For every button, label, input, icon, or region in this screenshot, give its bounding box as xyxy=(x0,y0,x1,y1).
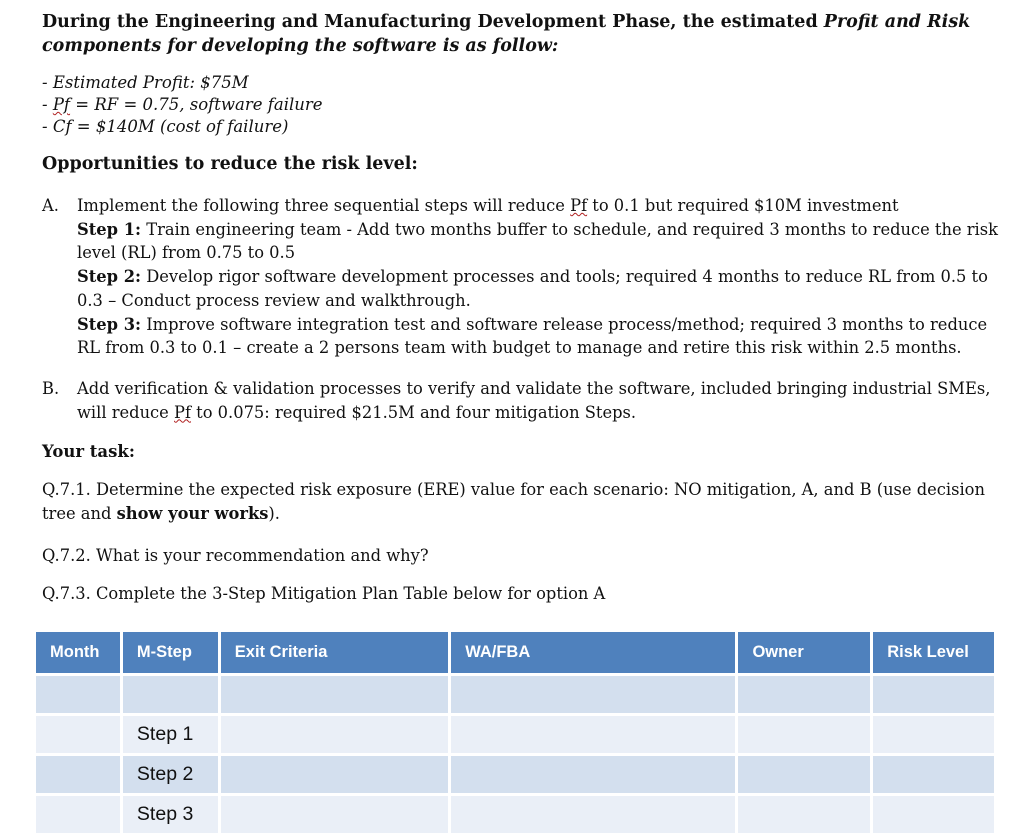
question-7-3: Q.7.3. Complete the 3-Step Mitigation Plan Table below for option A xyxy=(42,584,606,604)
header-risk-level: Risk Level xyxy=(873,632,994,676)
step-1-cell[interactable]: Step 1 xyxy=(123,716,218,756)
option-a-intro: Implement the following three sequential steps will reduce Pf to 0.1 but required $10M investment xyxy=(77,196,899,215)
option-a-step-3: Step 3: Improve software integration test and software release process/method; required 3 months to reduce RL from 0.3 to 0.1 – create a 2 persons team with budget to manage and retire this risk within 2.5 months. xyxy=(77,314,988,358)
param-cost-of-failure: - Cf = $140M (cost of failure) xyxy=(42,117,289,136)
parameter-list xyxy=(42,72,1007,138)
intro-heading xyxy=(42,10,1007,58)
document-page xyxy=(42,10,1007,606)
option-b xyxy=(42,377,1007,424)
pf-term: Pf xyxy=(52,95,71,114)
table-row xyxy=(36,756,994,796)
param-estimated-profit: - Estimated Profit: $75M xyxy=(42,73,249,92)
option-a-letter: A. xyxy=(42,196,59,215)
header-month: Month xyxy=(36,632,120,676)
option-b-text: Add verification & validation processes to verify and validate the software, included bringing industrial SMEs, will reduce Pf to 0.075: required $21.5M and four mitigation Steps. xyxy=(77,378,991,422)
step-3-cell[interactable]: Step 3 xyxy=(123,796,218,836)
option-a-step-2: Step 2: Develop rigor software development processes and tools; required 4 months to reduce RL from 0.5 to 0.3 – Conduct process review and walkthrough. xyxy=(77,267,988,310)
option-a-step-1: Step 1: Train engineering team - Add two months buffer to schedule, and required 3 months to reduce the risk level (RL) from 0.75 to 0.5 xyxy=(77,219,998,263)
task-title: Your task: xyxy=(42,442,135,462)
question-7-1: Q.7.1. Determine the expected risk exposure (ERE) value for each scenario: NO mitigation, A, and B (use decision tree and show your works). xyxy=(42,480,985,524)
table-row xyxy=(36,796,994,836)
table-row xyxy=(36,676,994,716)
option-b-letter: B. xyxy=(42,378,60,398)
option-a xyxy=(42,194,1007,360)
heading-text: During the Engineering and Manufacturing Development Phase, the estimated xyxy=(42,12,824,32)
param-probability-failure: - Pf = RF = 0.75, software failure xyxy=(42,95,323,114)
header-owner: Owner xyxy=(738,632,870,676)
opportunities-title: Opportunities to reduce the risk level: xyxy=(42,154,418,174)
table-header-row xyxy=(36,632,994,676)
header-m-step: M-Step xyxy=(123,632,218,676)
mitigation-plan-table xyxy=(33,632,997,836)
table-row xyxy=(36,716,994,756)
header-wa-fba: WA/FBA xyxy=(451,632,735,676)
header-exit-criteria: Exit Criteria xyxy=(221,632,448,676)
step-2-cell[interactable]: Step 2 xyxy=(123,756,218,796)
heading-italic-text: Profit and Risk components for developing the software is as follow: xyxy=(42,12,971,56)
question-7-2: Q.7.2. What is your recommendation and why? xyxy=(42,545,429,565)
